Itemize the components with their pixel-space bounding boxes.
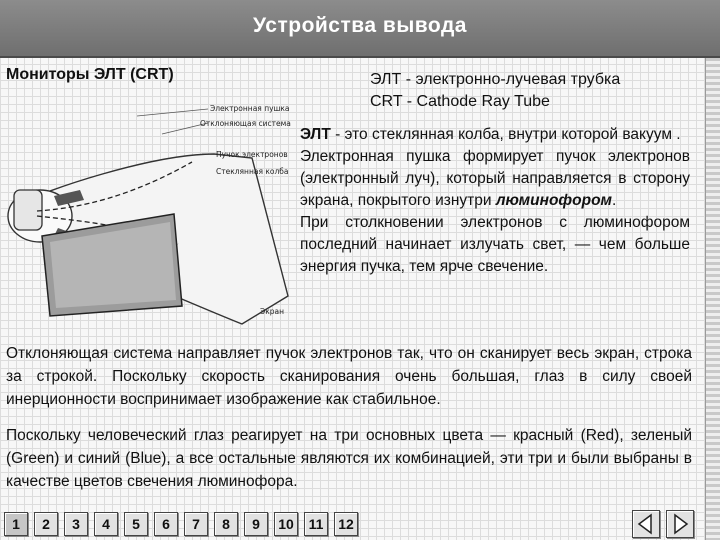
arrow-left-icon bbox=[633, 511, 659, 537]
crt-description bbox=[300, 124, 690, 278]
decorative-side-rail bbox=[705, 58, 720, 540]
slide-title: Устройства вывода bbox=[253, 14, 467, 37]
nav-page-4[interactable]: 4 bbox=[94, 512, 118, 536]
nav-page-9[interactable]: 9 bbox=[244, 512, 268, 536]
nav-page-1[interactable]: 1 bbox=[4, 512, 28, 536]
subtitle bbox=[370, 69, 620, 113]
prev-slide-button[interactable] bbox=[632, 510, 660, 538]
nav-page-2[interactable]: 2 bbox=[34, 512, 58, 536]
term-crt: ЭЛТ bbox=[300, 126, 331, 143]
definition-text: - это стеклянная колба, внутри которой вакуум . bbox=[330, 126, 681, 143]
color-paragraph: Поскольку человеческий глаз реагирует на три основных цвета — красный (Red), зеленый (Green) и синий (Blue), а все остальные являются их комбинацией, эти три и были выбраны в качестве цветов свечения люминофора. bbox=[6, 427, 692, 490]
label-glass-bulb: Стеклянная колба bbox=[216, 167, 289, 176]
section-title: Мониторы ЭЛТ (CRT) bbox=[6, 66, 174, 83]
collision-description: При столкновении электронов с люминофором последний начинает излучать свет, — чем больше энергия пучка, тем ярче свечение. bbox=[300, 214, 690, 275]
nav-page-7[interactable]: 7 bbox=[184, 512, 208, 536]
phosphor-term: люминофором bbox=[495, 192, 613, 209]
electron-gun-icon bbox=[14, 190, 42, 230]
nav-page-5[interactable]: 5 bbox=[124, 512, 148, 536]
crt-definition bbox=[300, 124, 690, 146]
nav-page-8[interactable]: 8 bbox=[214, 512, 238, 536]
gun-text-end: . bbox=[612, 192, 617, 209]
nav-page-3[interactable]: 3 bbox=[64, 512, 88, 536]
arrow-right-icon bbox=[667, 511, 693, 537]
subtitle-line-en: CRT - Cathode Ray Tube bbox=[370, 93, 550, 110]
crt-diagram-svg bbox=[2, 96, 294, 328]
label-electron-gun: Электронная пушка bbox=[210, 104, 290, 113]
slide-header bbox=[0, 0, 720, 58]
label-deflection-system: Отклоняющая система bbox=[200, 119, 291, 128]
label-screen: Экран bbox=[260, 307, 285, 316]
gun-text-start: Электронная пушка формирует пучок электронов (электронный луч), который направляется в сторону экрана, покрытого изнутри bbox=[300, 148, 690, 209]
nav-page-11[interactable]: 11 bbox=[304, 512, 328, 536]
nav-page-12[interactable]: 12 bbox=[334, 512, 358, 536]
deflection-paragraph: Отклоняющая система направляет пучок электронов так, что он сканирует весь экран, строка за строкой. Поскольку скорость сканирования очень большая, глаз в силу своей инерционности воспринимает изображение как стабильное. bbox=[6, 345, 692, 408]
gun-leader-line bbox=[137, 109, 208, 116]
next-slide-button[interactable] bbox=[666, 510, 694, 538]
crt-diagram bbox=[2, 96, 294, 328]
gun-description bbox=[300, 146, 690, 212]
nav-page-6[interactable]: 6 bbox=[154, 512, 178, 536]
nav-page-10[interactable]: 10 bbox=[274, 512, 298, 536]
page-navigation bbox=[4, 512, 358, 536]
subtitle-line-ru: ЭЛТ - электронно-лучевая трубка bbox=[370, 71, 621, 88]
label-electron-beam: Пучок электронов bbox=[216, 150, 288, 159]
